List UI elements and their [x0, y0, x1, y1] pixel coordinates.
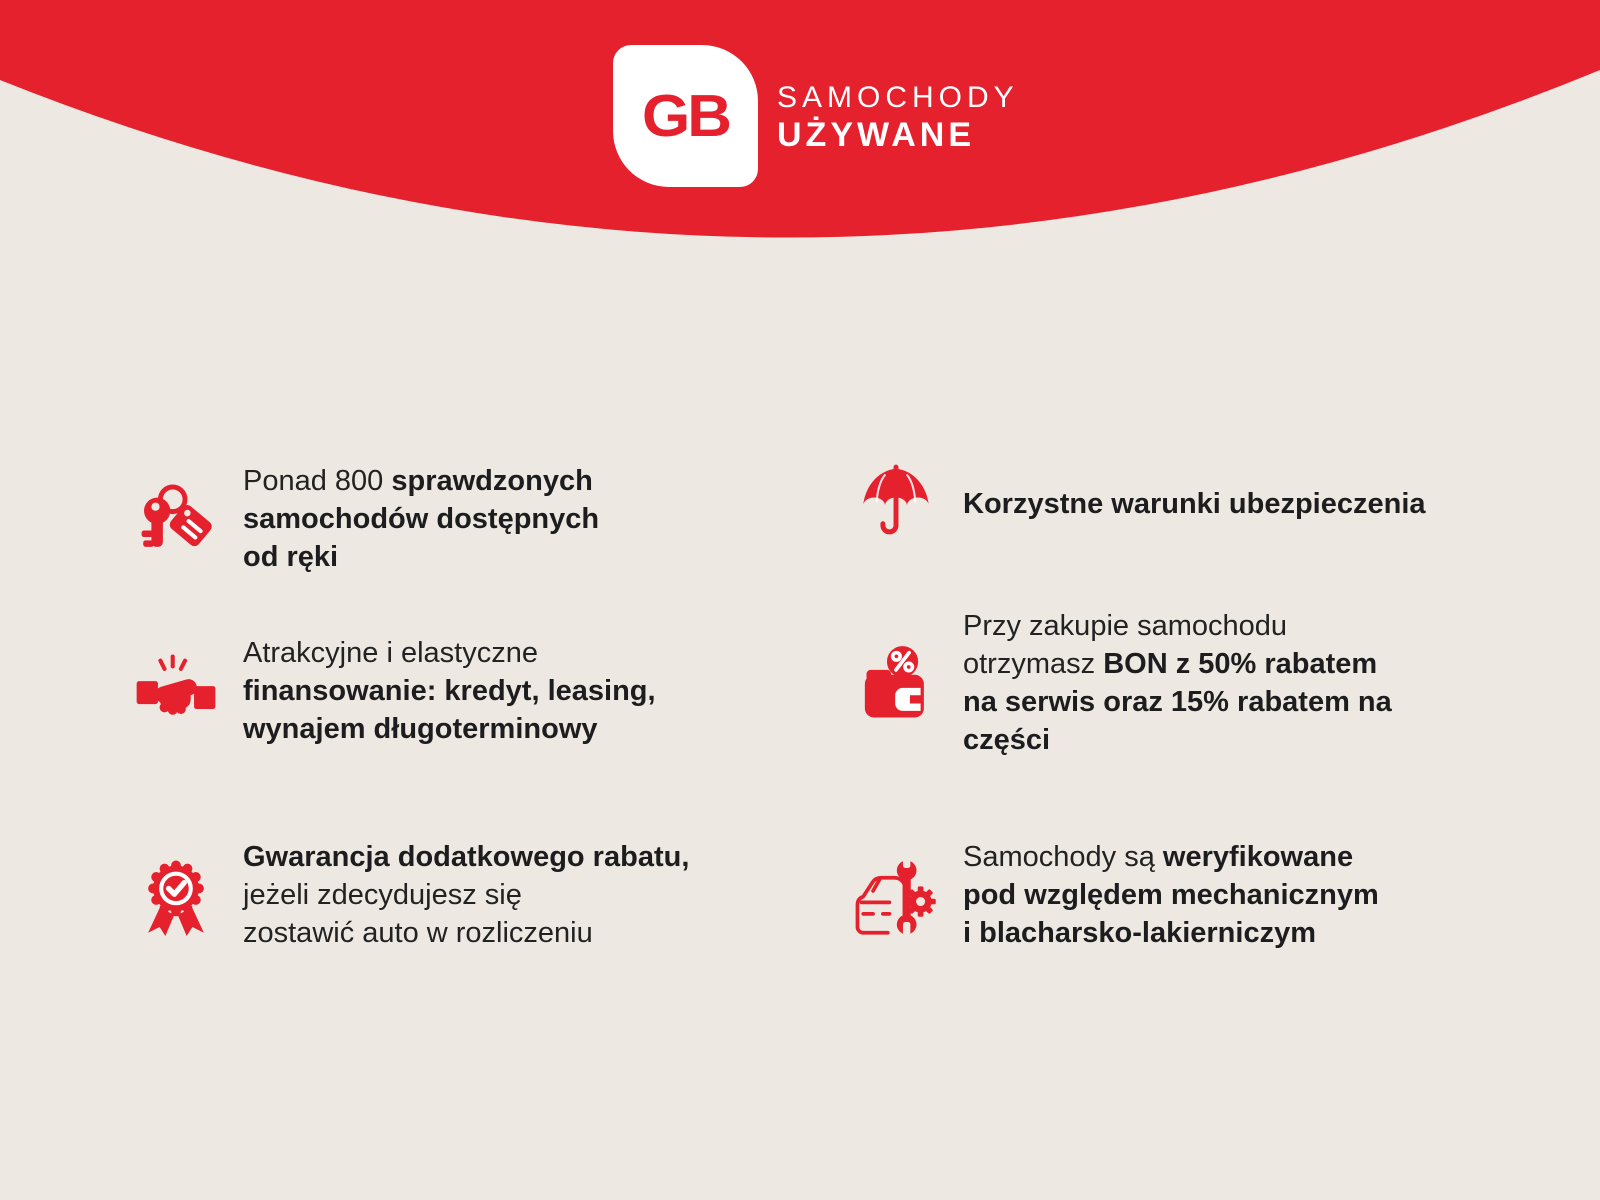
feature-text-line: otrzymasz BON z 50% rabatem — [963, 648, 1378, 680]
feature-text-line: Korzystne warunki ubezpieczenia — [963, 488, 1426, 520]
wallet-percent-icon — [855, 642, 937, 724]
feature-text-line: Ponad 800 sprawdzonych — [243, 465, 593, 497]
feature-text-line: części — [963, 724, 1051, 756]
keys-tag-icon — [135, 478, 217, 560]
feature-text-line: i blacharsko-lakierniczym — [963, 917, 1316, 949]
feature-text-line: finansowanie: kredyt, leasing, — [243, 675, 656, 707]
rosette-check-icon — [135, 854, 217, 936]
feature-text — [243, 462, 599, 576]
feature-right-1 — [855, 463, 1426, 545]
feature-text — [963, 838, 1379, 952]
umbrella-icon — [855, 463, 937, 545]
feature-left-2 — [135, 634, 656, 748]
brand-logo-text: GB — [642, 83, 729, 149]
feature-text-line: zostawić auto w rozliczeniu — [243, 917, 593, 949]
feature-text — [963, 607, 1392, 759]
feature-text-line: od ręki — [243, 541, 339, 573]
feature-text-line: Przy zakupie samochodu — [963, 610, 1287, 642]
feature-text-line: Atrakcyjne i elastyczne — [243, 637, 538, 669]
feature-right-3 — [855, 838, 1379, 952]
feature-text-line: jeżeli zdecydujesz się — [243, 879, 522, 911]
feature-text-line: na serwis oraz 15% rabatem na — [963, 686, 1392, 718]
feature-left-1 — [135, 462, 599, 576]
feature-text — [243, 634, 656, 748]
feature-text-line: Samochody są weryfikowane — [963, 841, 1354, 873]
handshake-icon — [135, 650, 217, 732]
wordmark-line1: SAMOCHODY — [777, 81, 1019, 114]
wordmark-line2: UŻYWANE — [777, 116, 975, 154]
feature-text — [243, 838, 689, 952]
feature-text-line: samochodów dostępnych — [243, 503, 600, 535]
feature-text-line: pod względem mechanicznym — [963, 879, 1379, 911]
feature-text-line: Gwarancja dodatkowego rabatu, — [243, 841, 690, 873]
car-service-icon — [855, 854, 937, 936]
feature-text-line: wynajem długoterminowy — [243, 713, 598, 745]
feature-right-2 — [855, 607, 1392, 759]
feature-text — [963, 485, 1426, 523]
feature-left-3 — [135, 838, 689, 952]
